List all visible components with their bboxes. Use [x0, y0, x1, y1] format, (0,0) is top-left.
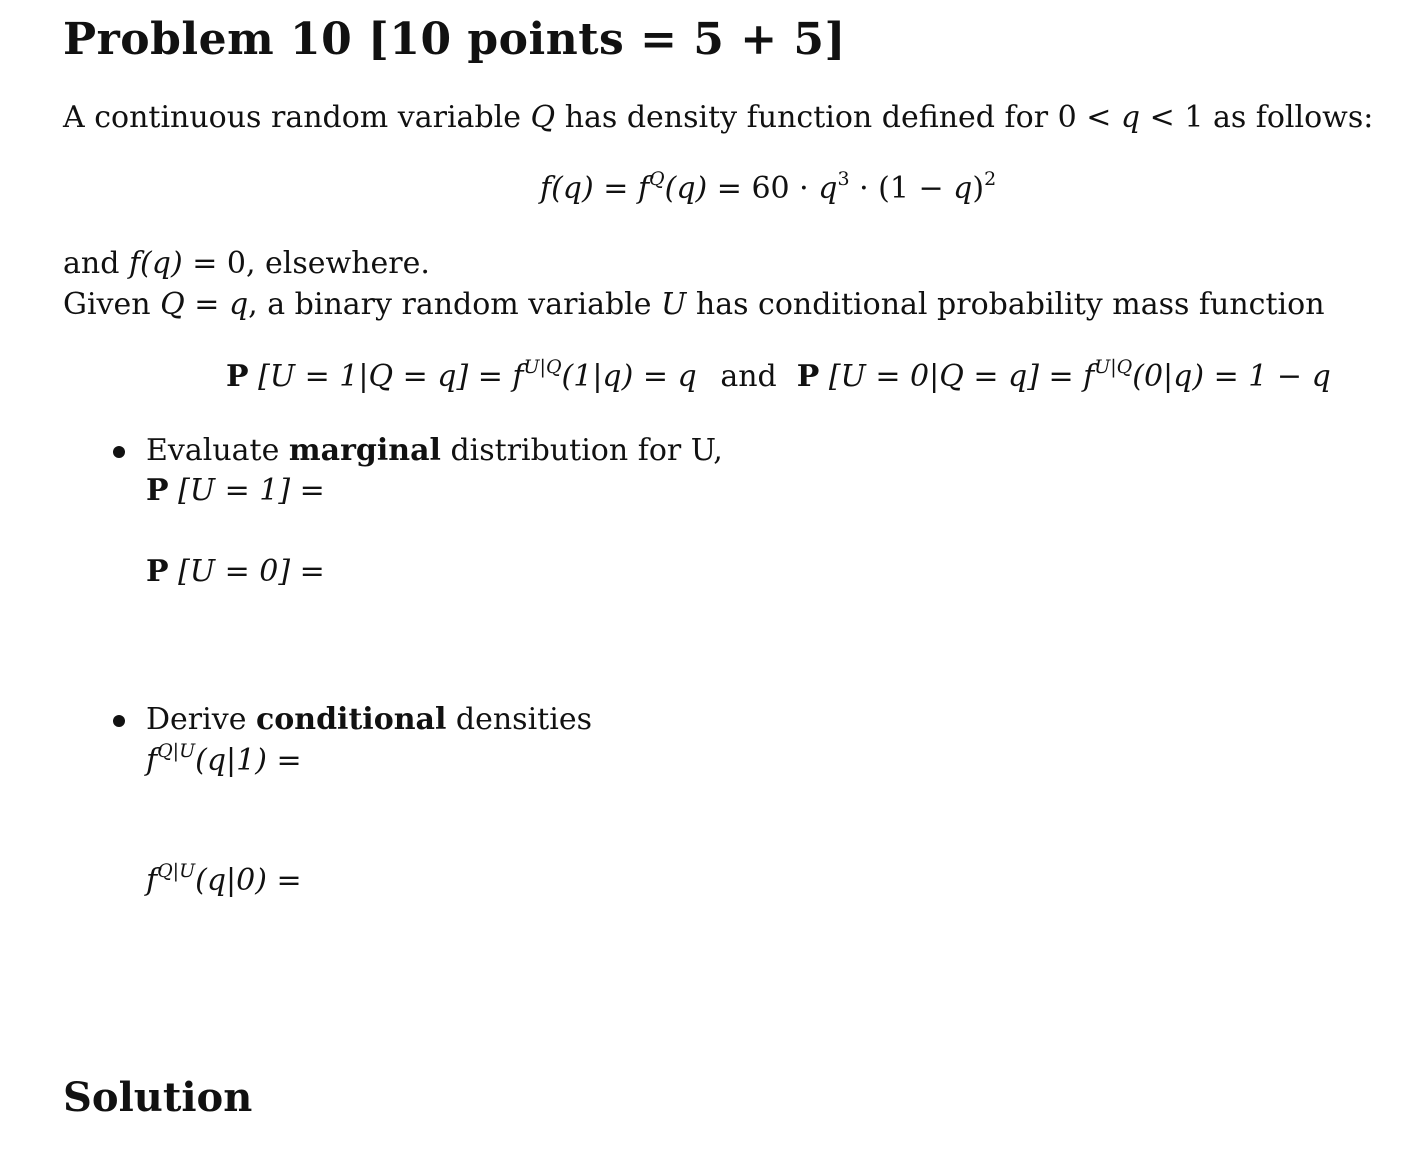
density-f-sup: Q [649, 168, 665, 190]
pmf-f1-sup: U|Q [523, 356, 562, 378]
density-f: f [637, 171, 650, 206]
pmf-and: and [720, 359, 777, 394]
marginal-u1-line [146, 474, 325, 508]
density-equation [540, 168, 997, 206]
density-eq1: = [593, 171, 638, 206]
conditional-q0-arg: (q|0) = [195, 863, 302, 898]
elsewhere-prefix: and [63, 246, 129, 281]
intro-suffix: < 1 as follows: [1140, 100, 1374, 135]
conditional-q1-line [146, 740, 302, 778]
pmf-left2: [U = 0|Q = q] = [819, 359, 1084, 394]
density-close: ) [972, 171, 985, 206]
bullet1-suffix: distribution for U, [440, 433, 723, 468]
bullet2-prefix: Derive [146, 702, 256, 737]
bullet2-heading [146, 703, 592, 737]
intro-prefix: A continuous random variable [63, 100, 531, 135]
marginal-u1-rest: [U = 1] = [168, 473, 325, 508]
bullet2-bold: conditional [255, 702, 447, 737]
conditional-q0-line [146, 860, 302, 898]
given-eq: = [184, 287, 229, 322]
density-q2: q [953, 171, 973, 206]
given-suffix: has conditional probability mass function [686, 287, 1325, 322]
conditional-q1-sup: Q|U [157, 740, 196, 762]
density-q: q [818, 171, 838, 206]
intro-line [63, 101, 1373, 135]
given-q: q [228, 287, 249, 322]
problem-title: Problem 10 [10 points = 5 + 5] [63, 14, 846, 65]
density-exp2: 2 [984, 168, 997, 190]
marginal-u0-line [146, 555, 325, 589]
density-eq2: = 60 · [707, 171, 819, 206]
elsewhere-line [63, 247, 430, 281]
given-Q: Q [160, 287, 185, 322]
pmf-P1: P [226, 359, 249, 394]
intro-middle: has density function defined for 0 < [555, 100, 1121, 135]
marginal-u1-P: P [146, 473, 169, 508]
conditional-q0-sup: Q|U [157, 860, 196, 882]
elsewhere-fq: f(q) [128, 246, 183, 281]
conditional-q1-arg: (q|1) = [195, 743, 302, 778]
pmf-f1-arg: (1|q) = q [561, 359, 697, 394]
elsewhere-suffix: = 0, elsewhere. [182, 246, 430, 281]
bullet1-bold: marginal [288, 433, 441, 468]
marginal-u0-rest: [U = 0] = [168, 554, 325, 589]
conditional-q1-f: f [146, 743, 158, 778]
pmf-equation [226, 356, 1331, 394]
pmf-f2: f [1083, 359, 1095, 394]
given-line [63, 288, 1325, 322]
pmf-f1: f [512, 359, 524, 394]
pmf-f2-sup: U|Q [1094, 356, 1133, 378]
bullet-dot-1 [113, 446, 125, 458]
intro-var: Q [530, 100, 556, 135]
pmf-f2-arg: (0|q) = 1 − q [1132, 359, 1331, 394]
solution-heading: Solution [63, 1074, 253, 1121]
bullet1-heading [146, 434, 723, 468]
bullet2-suffix: densities [446, 702, 592, 737]
marginal-u0-P: P [146, 554, 169, 589]
density-lhs1: f(q) [540, 171, 594, 206]
pmf-P2: P [796, 359, 820, 394]
bullet1-prefix: Evaluate [146, 433, 289, 468]
given-prefix: Given [63, 287, 161, 322]
conditional-q0-f: f [146, 863, 158, 898]
bullet-dot-2 [113, 715, 125, 727]
given-U: U [661, 287, 687, 322]
pmf-left1: [U = 1|Q = q] = [248, 359, 513, 394]
density-q-exp: 3 [837, 168, 850, 190]
density-f-arg: (q) [664, 171, 708, 206]
intro-q: q [1120, 100, 1141, 135]
given-middle: , a binary random variable [248, 287, 662, 322]
density-mid: · (1 − [849, 171, 954, 206]
